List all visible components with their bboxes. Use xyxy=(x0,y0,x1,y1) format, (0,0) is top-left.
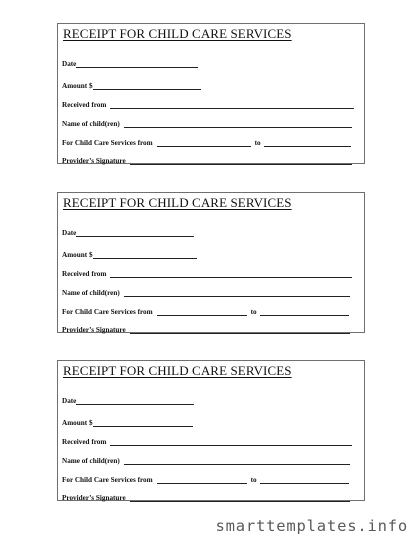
date-label: Date xyxy=(62,229,77,237)
received-from-line[interactable] xyxy=(110,100,354,109)
children-field[interactable] xyxy=(62,286,350,297)
received-from-label: Received from xyxy=(62,101,107,109)
services-to-line[interactable] xyxy=(260,307,349,316)
services-period-field[interactable] xyxy=(62,136,351,147)
watermark-text: smarttemplates.info xyxy=(215,517,408,535)
signature-label: Provider’s Signature xyxy=(62,157,126,165)
children-line[interactable] xyxy=(124,119,352,128)
amount-field[interactable] xyxy=(62,416,193,427)
services-from-label: For Child Care Services from xyxy=(62,139,153,147)
services-from-line[interactable] xyxy=(157,138,251,147)
received-from-field[interactable] xyxy=(62,267,352,278)
amount-field[interactable] xyxy=(62,79,201,90)
received-from-label: Received from xyxy=(62,270,107,278)
receipt-form-1 xyxy=(57,23,365,164)
receipt-form-3 xyxy=(57,360,365,501)
date-label: Date xyxy=(62,397,77,405)
services-from-line[interactable] xyxy=(157,307,247,316)
received-from-line[interactable] xyxy=(110,437,352,446)
services-to-label: to xyxy=(254,139,261,147)
signature-line[interactable] xyxy=(130,325,350,334)
children-field[interactable] xyxy=(62,454,350,465)
received-from-field[interactable] xyxy=(62,98,354,109)
receipt-title: RECEIPT FOR CHILD CARE SERVICES xyxy=(63,363,292,378)
services-period-field[interactable] xyxy=(62,473,349,484)
signature-label: Provider’s Signature xyxy=(62,494,126,502)
services-from-line[interactable] xyxy=(157,475,247,484)
services-to-line[interactable] xyxy=(264,138,351,147)
services-period-field[interactable] xyxy=(62,305,349,316)
amount-label: Amount $ xyxy=(62,419,93,427)
amount-field[interactable] xyxy=(62,248,197,259)
signature-line[interactable] xyxy=(130,156,352,165)
services-from-label: For Child Care Services from xyxy=(62,476,153,484)
children-line[interactable] xyxy=(124,456,350,465)
receipt-form-2 xyxy=(57,192,365,333)
date-field[interactable] xyxy=(62,57,198,68)
receipt-title: RECEIPT FOR CHILD CARE SERVICES xyxy=(63,26,292,41)
date-line[interactable] xyxy=(76,396,194,405)
services-to-label: to xyxy=(250,476,257,484)
amount-line[interactable] xyxy=(93,81,201,90)
amount-line[interactable] xyxy=(93,418,193,427)
signature-line[interactable] xyxy=(130,493,350,502)
received-from-line[interactable] xyxy=(110,269,352,278)
date-line[interactable] xyxy=(76,228,194,237)
signature-field[interactable] xyxy=(62,491,350,502)
children-label: Name of child(ren) xyxy=(62,289,120,297)
date-field[interactable] xyxy=(62,226,194,237)
children-field[interactable] xyxy=(62,117,352,128)
received-from-label: Received from xyxy=(62,438,107,446)
children-label: Name of child(ren) xyxy=(62,120,120,128)
services-from-label: For Child Care Services from xyxy=(62,308,153,316)
amount-label: Amount $ xyxy=(62,82,93,90)
amount-line[interactable] xyxy=(93,250,197,259)
children-label: Name of child(ren) xyxy=(62,457,120,465)
amount-label: Amount $ xyxy=(62,251,93,259)
signature-field[interactable] xyxy=(62,154,352,165)
date-label: Date xyxy=(62,60,77,68)
services-to-label: to xyxy=(250,308,257,316)
received-from-field[interactable] xyxy=(62,435,352,446)
receipt-title: RECEIPT FOR CHILD CARE SERVICES xyxy=(63,195,292,210)
signature-field[interactable] xyxy=(62,323,350,334)
date-line[interactable] xyxy=(76,59,198,68)
services-to-line[interactable] xyxy=(260,475,349,484)
children-line[interactable] xyxy=(124,288,350,297)
date-field[interactable] xyxy=(62,394,194,405)
signature-label: Provider’s Signature xyxy=(62,326,126,334)
